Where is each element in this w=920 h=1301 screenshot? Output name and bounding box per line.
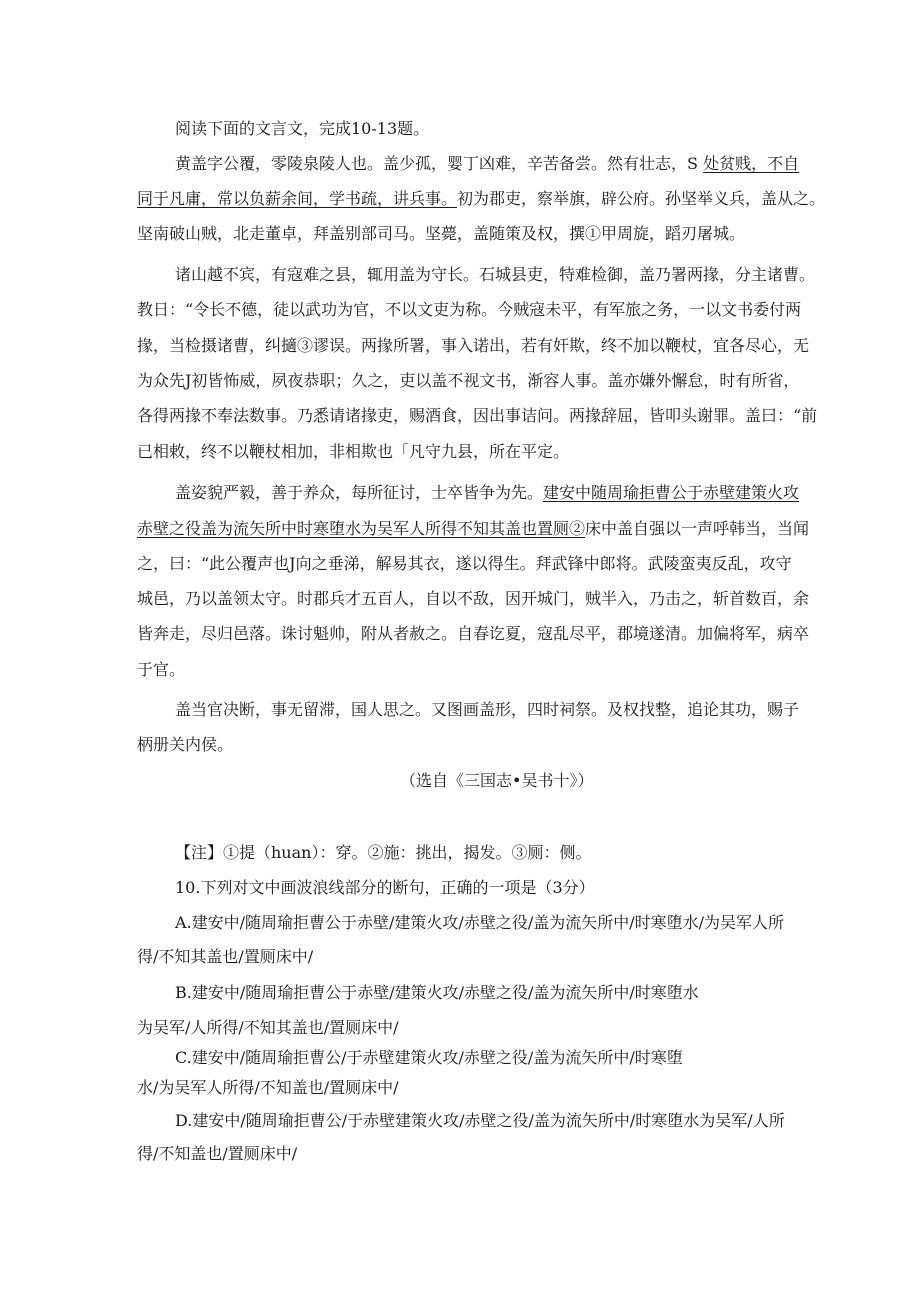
- text-segment: 城邑，乃以盖领太守。时郡兵才五百人，自以不敌，因开城门，贼半入，乃击之，斩首数百，余: [137, 589, 810, 608]
- text-line: [137, 1143, 297, 1165]
- underlined-text: 建安中随周瑜拒曹公于赤壁建策火攻: [543, 483, 800, 502]
- text-line: [137, 553, 792, 575]
- text-segment: A.建安中/随周瑜拒曹公于赤壁/建策火攻/赤壁之役/盖为流矢所中/时寒堕水/为吴军人所: [175, 913, 784, 932]
- text-line: [175, 982, 699, 1004]
- text-segment: D.建安中/随周瑜拒曹公/于赤壁建策火攻/赤壁之役/盖为流矢所中/时寒堕水为吴军/人所: [175, 1111, 785, 1130]
- text-segment: 于官。: [137, 660, 186, 679]
- text-segment: 水/为吴军人所得/不知盖也/置厕床中/: [137, 1078, 399, 1097]
- text-line: [137, 1017, 399, 1039]
- text-segment: 坚南破山贼，北走董卓，拜盖别部司马。坚薨，盖随策及权，撰①甲周旋，蹈刃屠城。: [137, 224, 746, 243]
- text-segment: 黄盖字公覆，零陵泉陵人也。盖少孤，婴丁凶难，辛苦备尝。然有壮志，S: [175, 154, 704, 173]
- text-line: [175, 1047, 683, 1069]
- text-segment: 得/不知其盖也/置厕床中/: [137, 947, 314, 966]
- text-line: [137, 335, 809, 357]
- text-segment: 柄册关内侯。: [137, 735, 234, 754]
- text-segment: 之，曰：“此公覆声也J向之垂涕，解易其衣，遂以得生。拜武锋中郎将。武陵蛮夷反乱，攻守: [137, 554, 792, 573]
- text-line: [175, 877, 595, 899]
- text-line: [137, 946, 313, 968]
- text-line: [137, 223, 745, 245]
- text-line: [400, 770, 593, 792]
- text-segment: 已相敕，终不以鞭杖相加，非相欺也「凡守九县，所在平定。: [137, 442, 570, 461]
- text-segment: 为吴军/人所得/不知其盖也/置厕床中/: [137, 1018, 399, 1037]
- underlined-text: 处贫贱，不自: [703, 154, 800, 173]
- text-segment: C.建安中/随周瑜拒曹公/于赤壁建策火攻/赤壁之役/盖为流矢所中/时寒堕: [175, 1048, 683, 1067]
- text-line: [175, 153, 799, 175]
- text-line: [137, 441, 569, 463]
- text-segment: 教日：“令长不德，徒以武功为官，不以文吏为称。今贼寇未平，有军旅之务，一以文书委付两: [137, 300, 802, 319]
- text-line: [175, 699, 799, 721]
- text-segment: 【注】①提（huan）：穿。②施：挑出，揭发。③厕：侧。: [175, 843, 592, 862]
- text-line: [137, 405, 817, 427]
- text-segment: 盖当官决断，事无留滞，国人思之。又图画盖形，四时祠祭。及权找整，追论其功，赐子: [175, 700, 800, 719]
- text-segment: 10.下列对文中画波浪线部分的断句，正确的一项是（3分）: [175, 878, 595, 897]
- text-line: [175, 842, 591, 864]
- text-segment: 得/不知盖也/置厕床中/: [137, 1144, 298, 1163]
- text-line: [137, 518, 809, 540]
- text-segment: B.建安中/随周瑜拒曹公于赤壁/建策火攻/赤壁之役/盖为流矢所中/时寒堕水: [175, 983, 699, 1002]
- text-line: [137, 188, 825, 210]
- text-segment: 皆奔走，尽归邑落。诛讨魁帅，附从者赦之。自春讫夏，寇乱尽平，郡境遂清。加偏将军，病卒: [137, 624, 810, 643]
- text-line: [137, 623, 809, 645]
- text-line: [137, 588, 809, 610]
- text-line: [175, 482, 799, 504]
- text-segment: 为众先J初皆怖威，夙夜恭职；久之，吏以盖不视文书，渐容人事。盖亦嫌外懈怠，时有所省，: [137, 371, 800, 390]
- text-segment: 床中盖自强以一声呼韩当，当闻: [585, 519, 810, 538]
- text-segment: （选自《三国志•吴书十》）: [400, 771, 594, 790]
- text-line: [137, 659, 185, 681]
- text-line: [175, 1110, 785, 1132]
- text-segment: 阅读下面的文言文，完成10-13题。: [175, 119, 430, 138]
- text-segment: 盖姿貌严毅，善于养众，每所征讨，士卒皆争为先。: [175, 483, 544, 502]
- text-segment: 各得两掾不奉法数事。乃悉请诸掾吏，赐酒食，因出事诘问。两掾辞屈，皆叩头谢罪。盖曰：“前: [137, 406, 818, 425]
- text-line: [137, 1077, 399, 1099]
- text-segment: 掾，当检摄诸曹，纠擿③谬误。两掾所署，事入诺出，若有奸欺，终不加以鞭杖，宜各尽心，无: [137, 336, 810, 355]
- underlined-text: 赤壁之役盖为流矢所中时寒堕水为吴军人所得不知其盖也置厕②: [137, 519, 586, 538]
- text-line: [137, 370, 799, 392]
- text-segment: 诸山越不宾，有寇难之县，辄用盖为守长。石城县吏，特难检御，盖乃署两掾，分主诸曹。: [175, 265, 816, 284]
- text-line: [137, 299, 801, 321]
- text-segment: 初为郡吏，察举旗，辟公府。孙坚举义兵，盖从之。: [457, 189, 826, 208]
- text-line: [175, 118, 429, 140]
- text-line: [175, 264, 815, 286]
- text-line: [175, 912, 784, 934]
- text-line: [137, 734, 233, 756]
- underlined-text: 同于凡庸，常以负薪余间，学书疏，讲兵事。: [137, 189, 458, 208]
